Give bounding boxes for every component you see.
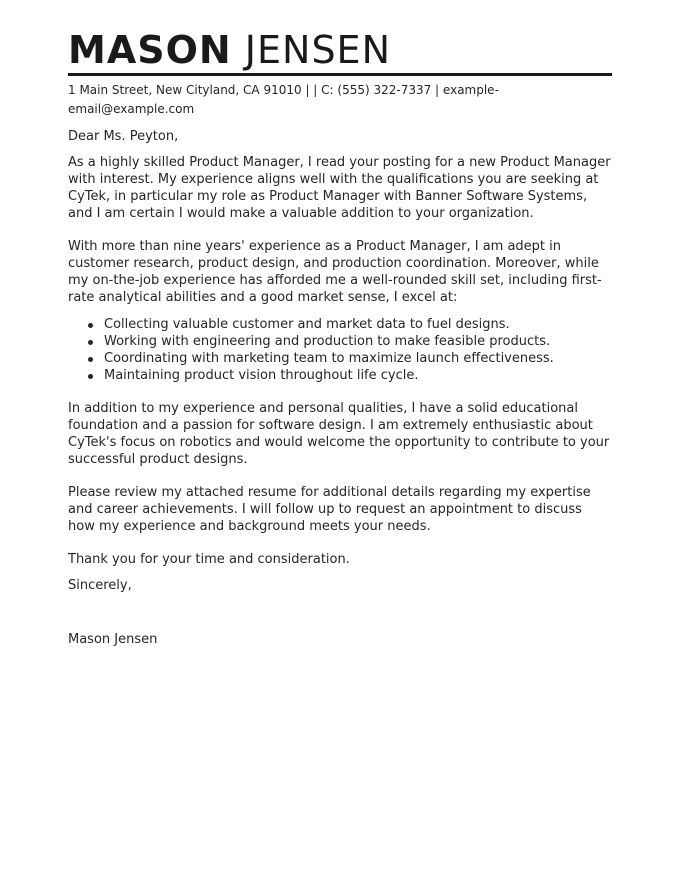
list-item: Coordinating with marketing team to maximize launch effectiveness.: [86, 350, 618, 367]
first-name: MASON: [68, 28, 232, 72]
letter-body: [68, 128, 618, 648]
closing: Sincerely,: [68, 578, 132, 593]
last-name: JENSEN: [244, 28, 391, 72]
list-item: Collecting valuable customer and market data to fuel designs.: [86, 316, 618, 333]
thank-you-line: Thank you for your time and consideration.: [68, 552, 350, 567]
contact-info: 1 Main Street, New Cityland, CA 91010 | | C: (555) 322-7337 | example-email@example.com: [68, 83, 499, 116]
list-item: Maintaining product vision throughout life cycle.: [86, 367, 618, 384]
paragraph-experience: With more than nine years' experience as a Product Manager, I am adept in customer research, product design, and production coordination. Moreover, while my on-the-job experience has afforded me a well-rounded skill set, including first-rate analytical abilities and a good market sense, I excel at:: [68, 239, 602, 305]
header-divider: [68, 73, 612, 76]
skills-list: [68, 316, 618, 384]
paragraph-intro: As a highly skilled Product Manager, I read your posting for a new Product Manager with interest. My experience aligns well with the qualifications you are seeking at CyTek, in particular my role as Product Manager with Banner Software Systems, and I am certain I would make a valuable addition to your organization.: [68, 155, 611, 221]
list-item: Working with engineering and production to make feasible products.: [86, 333, 618, 350]
salutation: Dear Ms. Peyton,: [68, 129, 179, 144]
paragraph-education: In addition to my experience and personal qualities, I have a solid educational foundation and a passion for software design. I am extremely enthusiastic about CyTek's focus on robotics and would welcome the opportunity to contribute to your successful product designs.: [68, 401, 610, 467]
cover-letter-page: [68, 30, 618, 648]
paragraph-follow-up: Please review my attached resume for additional details regarding my expertise and career achievements. I will follow up to request an appointment to discuss how my experience and background meets your needs.: [68, 485, 591, 534]
applicant-name-heading: [68, 30, 618, 70]
signature-name: Mason Jensen: [68, 632, 158, 647]
